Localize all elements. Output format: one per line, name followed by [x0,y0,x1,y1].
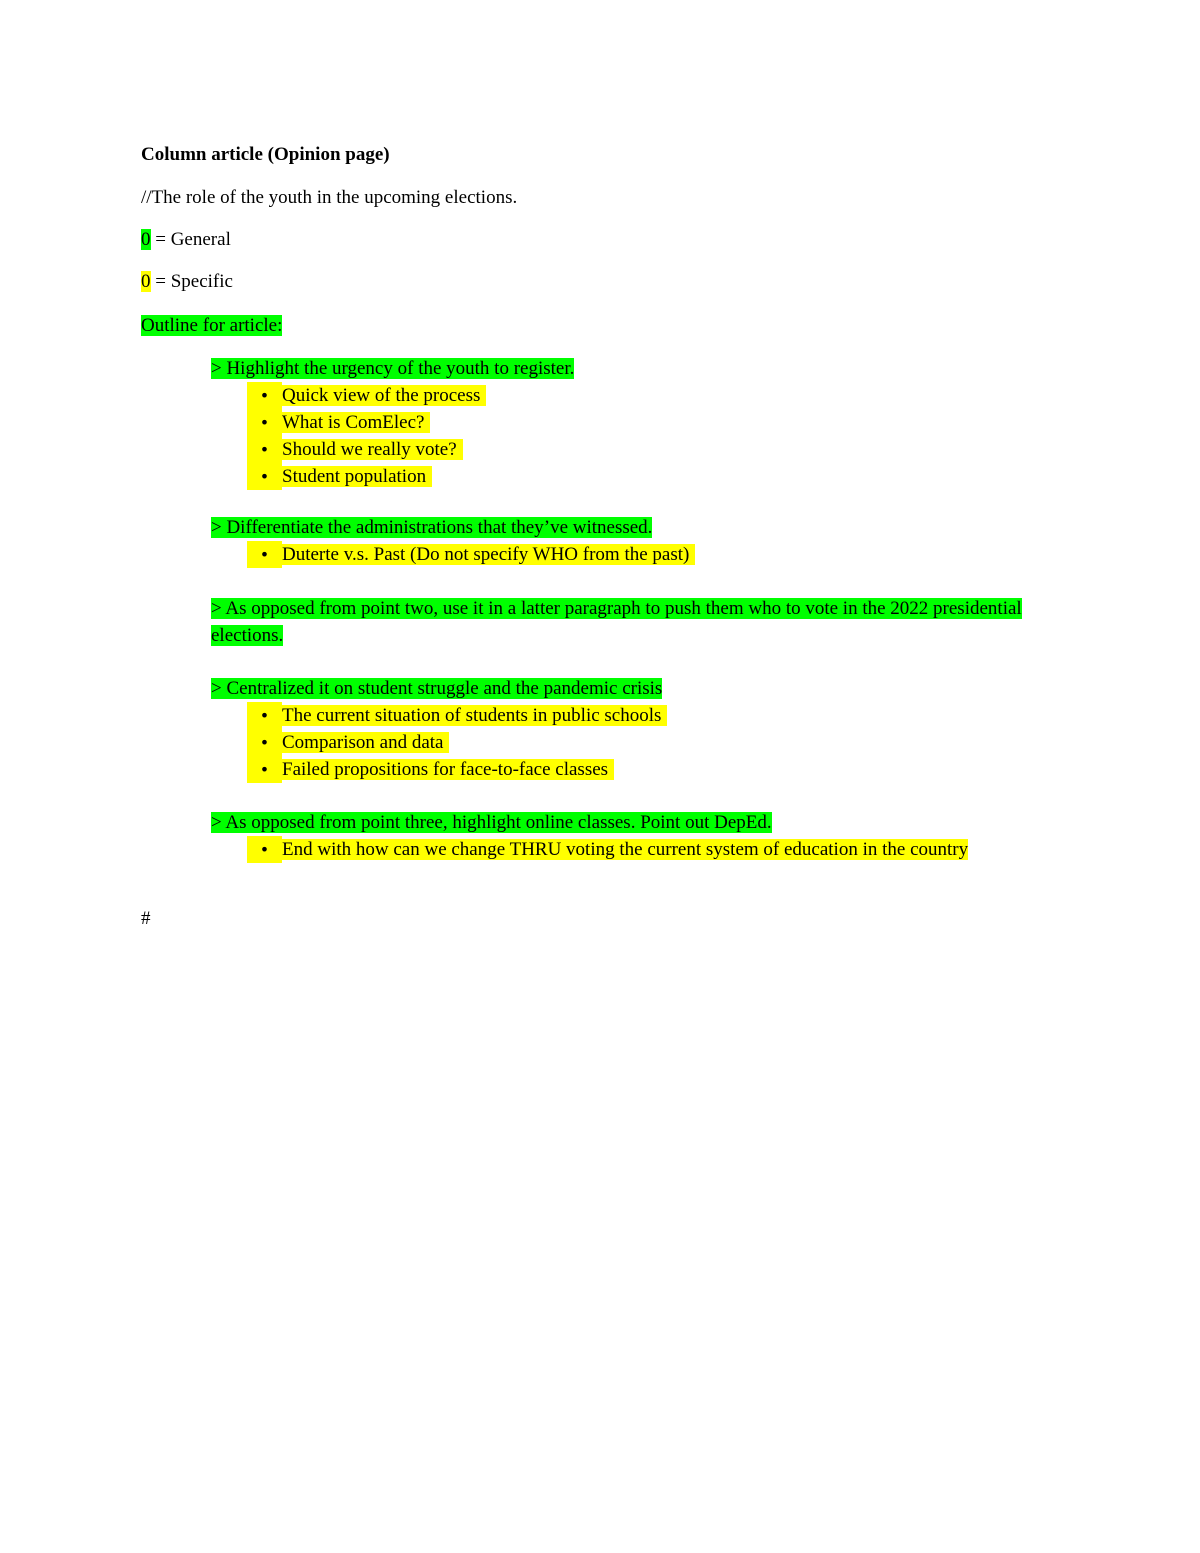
outline-point-heading-text: > Centralized it on student struggle and the pandemic crisis [211,678,663,699]
bullet-icon: • [247,463,282,490]
outline-point-heading [211,809,1004,836]
list-item-text: Comparison and data [282,732,449,753]
list-item [211,436,574,463]
bullet-icon: • [247,409,282,436]
list-item [211,729,667,756]
legend-specific-marker: 0 [141,271,151,292]
list-item [211,836,1004,863]
outline-point-heading-text: > As opposed from point three, highlight online classes. Point out DepEd. [211,812,772,833]
outline-point-heading [211,355,574,382]
legend-general [141,226,231,253]
list-item [211,756,667,783]
list-item [211,702,667,729]
bullet-list [211,702,667,783]
legend-general-marker: 0 [141,229,151,250]
bullet-icon: • [247,836,282,863]
outline-point-heading [211,675,667,702]
bullet-icon: • [247,541,282,568]
outline-heading [141,312,282,339]
outline-point-1 [211,355,574,490]
list-item-text: Should we really vote? [282,439,463,460]
document-title: Column article (Opinion page) [141,144,390,165]
bullet-icon: • [247,436,282,463]
bullet-list [211,541,695,568]
outline-point-2 [211,514,695,568]
list-item [211,541,695,568]
outline-point-3 [211,595,1041,649]
list-item-text: Duterte v.s. Past (Do not specify WHO from the past) [282,544,695,565]
bullet-list [211,836,1004,863]
outline-point-heading-text: > As opposed from point two, use it in a latter paragraph to push them who to vote in the 2022 presidential elections. [211,598,1022,646]
bullet-icon: • [247,382,282,409]
bullet-list [211,382,574,490]
list-item-text [282,836,1004,863]
list-item-text: Student population [282,466,432,487]
bullet-icon: • [247,729,282,756]
outline-point-heading [211,514,695,541]
list-item-text: Quick view of the process [282,385,486,406]
outline-point-heading-text: > Highlight the urgency of the youth to register. [211,358,575,379]
legend-specific [141,268,233,295]
list-item [211,382,574,409]
list-item-text: The current situation of students in public schools [282,705,667,726]
list-item-text: Failed propositions for face-to-face classes [282,759,614,780]
legend-general-label: = General [150,229,231,250]
list-item [211,409,574,436]
outline-point-heading-text: > Differentiate the administrations that they’ve witnessed. [211,517,653,538]
document-subtitle: //The role of the youth in the upcoming elections. [141,187,518,208]
end-mark: # [141,908,151,929]
legend-specific-label: = Specific [150,271,233,292]
outline-point-5 [211,809,1004,863]
list-item [211,463,574,490]
list-item-text-inner: End with how can we change THRU voting the current system of education in the country [282,839,969,860]
bullet-icon: • [247,756,282,783]
outline-point-heading [211,595,1041,649]
outline-point-4 [211,675,667,783]
outline-heading-text: Outline for article: [141,315,283,336]
list-item-text: What is ComElec? [282,412,430,433]
bullet-icon: • [247,702,282,729]
